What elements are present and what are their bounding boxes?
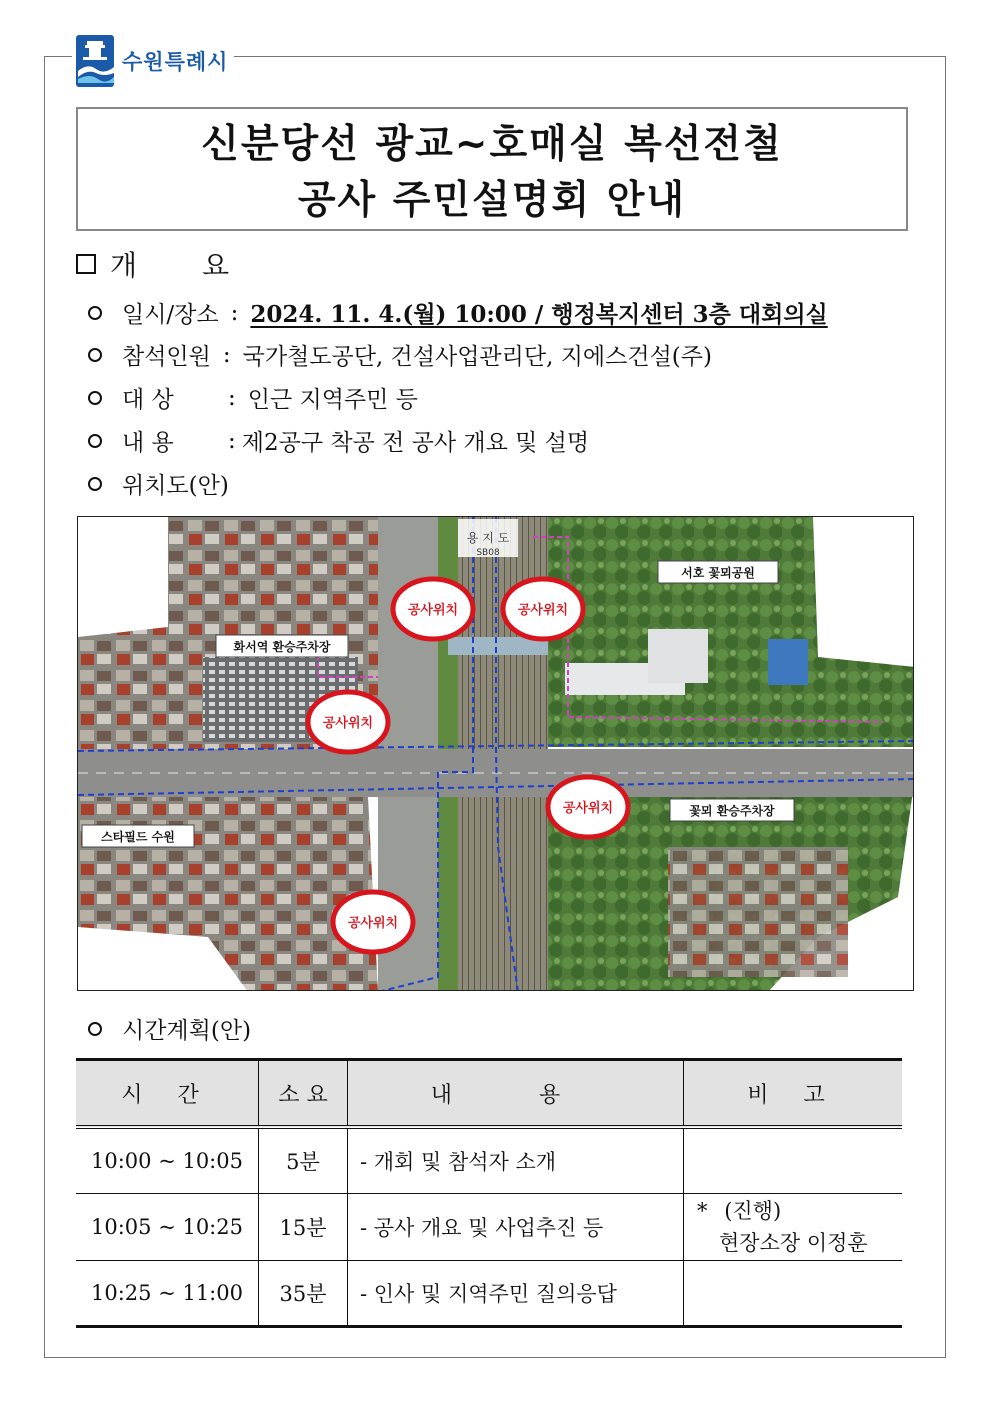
circle-bullet-icon: [88, 477, 102, 491]
overview-item-attendees: 참석인원 : 국가철도공단, 건설사업관리단, 지에스건설(주): [88, 338, 712, 371]
schedule-heading-label: 시간계획(안): [122, 1018, 252, 1044]
overview-heading: [76, 244, 257, 284]
map-station-name: 용 지 도: [466, 531, 510, 545]
schedule-heading: [88, 1012, 251, 1045]
col-header-note: 비 고: [684, 1060, 903, 1128]
map-heading-label: 위치도(안): [122, 473, 229, 499]
map-label-parking2: 꽃뫼 환승주차장: [689, 804, 775, 818]
construction-site-pin: [503, 579, 583, 639]
table-row: [76, 1261, 902, 1327]
construction-site-pin: [333, 892, 413, 952]
overview-item-datetime: 일시/장소 : 2024. 11. 4.(월) 10:00 / 행정복지센터 3층 대회의실: [88, 296, 828, 329]
construction-site-pin-label: 공사위치: [322, 716, 374, 731]
item-label: 일시/장소: [122, 302, 219, 328]
schedule-header-row: [76, 1060, 902, 1128]
cell-content: - 공사 개요 및 사업추진 등: [348, 1194, 684, 1261]
map-building-3: [768, 639, 808, 685]
circle-bullet-icon: [88, 391, 102, 405]
table-row: [76, 1194, 902, 1261]
cell-note-empty: [684, 1261, 903, 1327]
circle-bullet-icon: [88, 434, 102, 448]
cell-note: [684, 1194, 903, 1261]
circle-bullet-icon: [88, 1022, 102, 1036]
cell-duration: 15분: [259, 1194, 348, 1261]
cell-content: - 인사 및 지역주민 질의응답: [348, 1261, 684, 1327]
org-name: 수원특례시: [122, 50, 229, 74]
schedule-table: [76, 1058, 902, 1328]
map-label-starfield: 스타필드 수원: [101, 830, 175, 844]
map-label-park: 서호 꽃뫼공원: [681, 566, 755, 580]
item-value: 제2공구 착공 전 공사 개요 및 설명: [241, 430, 590, 456]
cell-duration: 35분: [259, 1261, 348, 1327]
item-label: 대 상: [122, 387, 174, 413]
map-houses-se: [668, 847, 848, 977]
construction-site-pin: [393, 579, 473, 639]
suwon-emblem-icon: [74, 33, 116, 89]
org-logo: [72, 32, 234, 90]
circle-bullet-icon: [88, 306, 102, 320]
construction-site-pin-label: 공사위치: [562, 801, 614, 816]
cell-time: 10:25 ~ 11:00: [76, 1261, 259, 1327]
col-header-duration: 소 요: [259, 1060, 348, 1128]
note-marker: *: [697, 1199, 708, 1223]
item-value: 2024. 11. 4.(월) 10:00 / 행정복지센터 3층 대회의실: [250, 301, 828, 328]
overview-item-target: 대 상 : 인근 지역주민 등: [88, 381, 418, 414]
cell-duration: 5분: [259, 1127, 348, 1194]
circle-bullet-icon: [88, 348, 102, 362]
cell-note-empty: [684, 1127, 903, 1194]
map-station-code: SB08: [476, 548, 500, 558]
col-header-time: 시 간: [76, 1060, 259, 1128]
note-line1: (진행): [724, 1199, 782, 1223]
title-box: [76, 107, 908, 231]
cell-content: - 개회 및 참석자 소개: [348, 1127, 684, 1194]
overview-item-content: 내 용 : 제2공구 착공 전 공사 개요 및 설명: [88, 424, 589, 457]
col-header-content: 내 용: [348, 1060, 684, 1128]
checkbox-square-icon: [76, 254, 96, 274]
table-row: [76, 1127, 902, 1194]
map-label-parking1: 화서역 환승주차장: [233, 640, 331, 654]
construction-site-pin-label: 공사위치: [407, 603, 459, 618]
note-line2: 현장소장 이정훈: [719, 1231, 868, 1255]
item-label: 참석인원: [122, 344, 211, 370]
item-value: 인근 지역주민 등: [247, 387, 418, 413]
map-building-2: [648, 629, 708, 683]
overview-heading-label: 개 요: [110, 249, 257, 282]
cell-time: 10:05 ~ 10:25: [76, 1194, 259, 1261]
map-heading: [88, 467, 229, 500]
page-title-line2: 공사 주민설명회 안내: [297, 178, 687, 223]
construction-site-pin: [308, 692, 388, 752]
cell-time: 10:00 ~ 10:05: [76, 1127, 259, 1194]
location-map: [77, 516, 914, 991]
construction-site-pin-label: 공사위치: [517, 603, 569, 618]
item-label: 내 용: [122, 430, 174, 456]
construction-site-pin-label: 공사위치: [347, 916, 399, 931]
item-value: 국가철도공단, 건설사업관리단, 지에스건설(주): [242, 344, 712, 370]
construction-site-pin: [548, 777, 628, 837]
page-title-line1: 신분당선 광교~호매실 복선전철: [201, 122, 783, 167]
